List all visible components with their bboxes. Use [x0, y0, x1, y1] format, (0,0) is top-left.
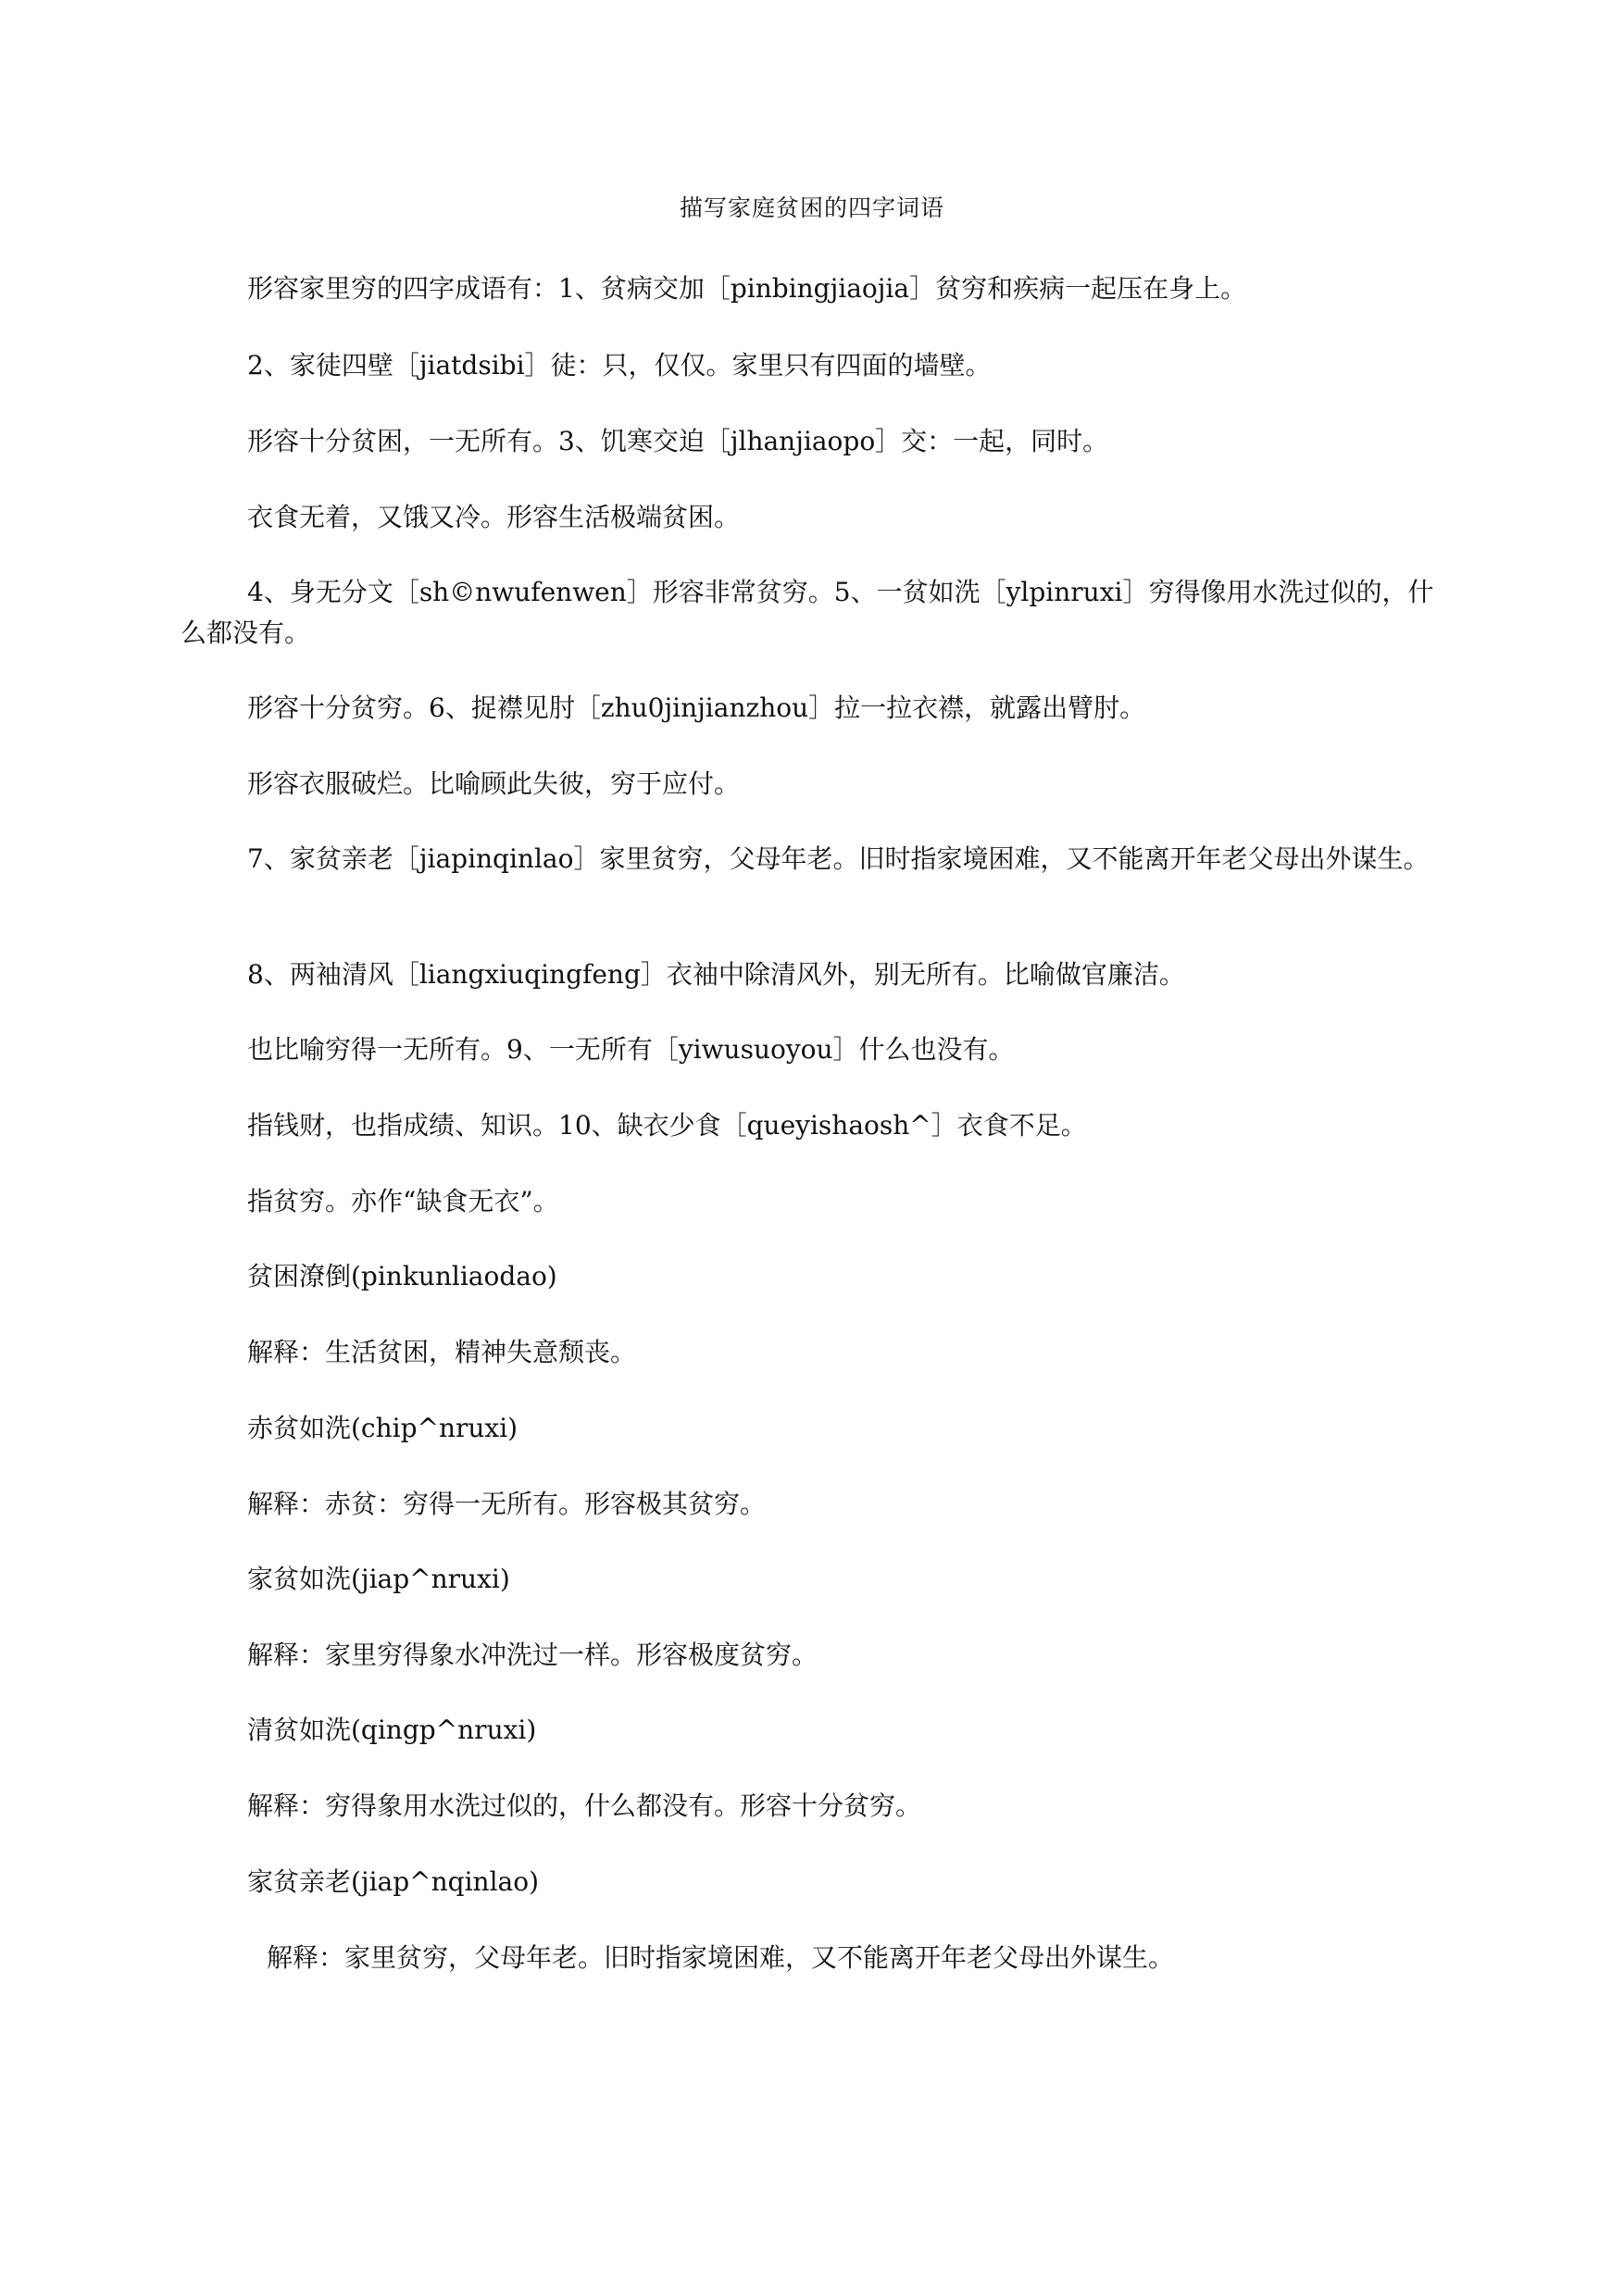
paragraph-3: 形容十分贫困，一无所有。3、饥寒交迫［jlhanjiaopo］交：一起，同时。 [247, 426, 1109, 456]
idiom-heading-pinkunliaodao: 贫困潦倒(pinkunliaodao) [247, 1261, 557, 1291]
paragraph-2: 2、家徒四壁［jiatdsibi］徒：只，仅仅。家里只有四面的墙壁。 [247, 350, 992, 380]
idiom-heading-jiapinqinlao: 家贫亲老(jiap^nqinlao) [247, 1866, 540, 1897]
paragraph-10: 指钱财，也指成绩、知识。10、缺衣少食［queyishaosh^］衣食不足。 [247, 1110, 1087, 1141]
paragraph-3-cont: 衣食无着，又饿又冷。形容生活极端贫困。 [247, 502, 741, 532]
idiom-heading-chipinruxi: 赤贫如洗(chip^nruxi) [247, 1413, 518, 1443]
idiom-explanation-qingpinruxi: 解释：穷得象用水洗过似的，什么都没有。形容十分贫穷。 [247, 1790, 922, 1821]
paragraph-7: 7、家贫亲老［jiapinqinlao］家里贫穷，父母年老。旧时指家境困难，又不能离开年老父母出外谋生。 [247, 843, 1430, 874]
paragraph-4-5: 4、身无分文［sh©nwufenwen］形容非常贫穷。5、一贫如洗［ylpinruxi］穷得像用水洗过似的，什么都没有。 [181, 577, 1434, 648]
idiom-explanation-jiapinqinlao: 解释：家里贫穷，父母年老。旧时指家境困难，又不能离开年老父母出外谋生。 [267, 1942, 1175, 1973]
paragraph-9: 也比喻穷得一无所有。9、一无所有［yiwusuoyou］什么也没有。 [247, 1034, 1015, 1065]
idiom-explanation-chipinruxi: 解释：赤贫：穷得一无所有。形容极其贫穷。 [247, 1489, 767, 1519]
paragraph-6: 形容十分贫穷。6、捉襟见肘［zhu0jinjianzhou］拉一拉衣襟，就露出臂肘。 [247, 692, 1146, 723]
document-title: 描写家庭贫困的四字词语 [679, 194, 944, 221]
paragraph-10-cont: 指贫穷。亦作“缺食无衣”。 [247, 1186, 559, 1216]
idiom-explanation-jiapinruxi: 解释：家里穷得象水冲洗过一样。形容极度贫穷。 [247, 1640, 818, 1670]
paragraph-intro-1: 形容家里穷的四字成语有：1、贫病交加［pinbingjiaojia］贫穷和疾病一起压在身上。 [247, 273, 1247, 304]
idiom-explanation-pinkunliaodao: 解释：生活贫困，精神失意颓丧。 [247, 1337, 637, 1367]
paragraph-6-cont: 形容衣服破烂。比喻顾此失彼，穷于应付。 [247, 768, 741, 799]
idiom-heading-qingpinruxi: 清贫如洗(qingp^nruxi) [247, 1715, 537, 1745]
paragraph-8: 8、两袖清风［liangxiuqingfeng］衣袖中除清风外，别无所有。比喻做官廉洁。 [247, 959, 1185, 990]
idiom-heading-jiapinruxi: 家贫如洗(jiap^nruxi) [247, 1564, 510, 1594]
